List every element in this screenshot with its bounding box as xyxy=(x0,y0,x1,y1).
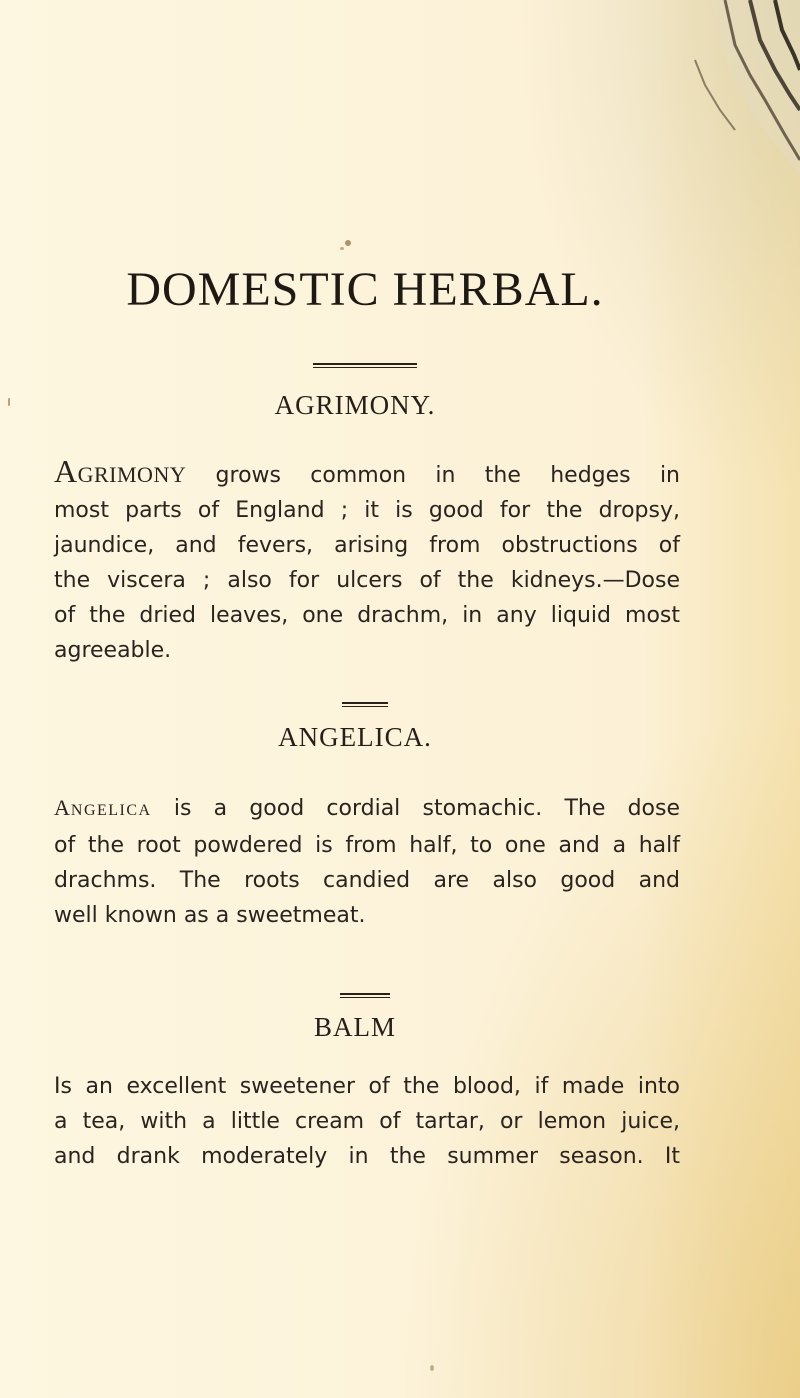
text-line: of the dried leaves, one drachm, in any liquid most xyxy=(54,603,680,628)
ink-speck xyxy=(345,240,351,246)
page-title: DOMESTIC HERBAL. xyxy=(126,263,604,316)
section-divider xyxy=(340,997,390,998)
section-divider xyxy=(342,706,388,707)
text-line: a tea, with a little cream of tartar, or lemon juice, xyxy=(54,1109,680,1134)
text-line: and drank moderately in the summer season. It xyxy=(54,1144,680,1169)
lead-word: GRIMONY xyxy=(77,462,187,487)
line-text: grows common in the hedges in xyxy=(186,463,680,488)
initial-letter: A xyxy=(54,453,78,489)
section-heading-agrimony: AGRIMONY. xyxy=(274,390,436,420)
torn-corner-mark xyxy=(690,0,800,190)
text-line: drachms. The roots candied are also good and xyxy=(54,868,680,893)
section-body-angelica xyxy=(54,790,680,933)
text-line: the viscera ; also for ulcers of the kidneys.—Dose xyxy=(54,568,680,593)
section-body-balm xyxy=(54,1069,680,1174)
section-body-agrimony xyxy=(54,454,680,668)
text-line: of the root powdered is from half, to one and a half xyxy=(54,833,680,858)
text-line: Is an excellent sweetener of the blood, if made into xyxy=(54,1074,680,1099)
text-line xyxy=(54,454,680,493)
section-heading-balm: BALM xyxy=(313,1012,396,1042)
section-divider xyxy=(340,993,390,995)
text-line: well known as a sweetmeat. xyxy=(54,903,366,928)
section-heading-angelica: ANGELICA. xyxy=(278,722,432,752)
title-rule xyxy=(313,367,417,368)
section-divider xyxy=(342,702,388,704)
text-line xyxy=(54,790,680,828)
initial-letter: A xyxy=(54,795,71,820)
text-line: agreeable. xyxy=(54,638,172,663)
title-rule xyxy=(313,363,417,365)
text-line: jaundice, and fevers, arising from obstructions of xyxy=(54,533,680,558)
ink-speck xyxy=(430,1365,434,1371)
lead-word: NGELICA xyxy=(70,802,152,819)
line-text: is a good cordial stomachic. The dose xyxy=(151,796,680,821)
ink-speck xyxy=(340,247,344,250)
text-line: most parts of England ; it is good for the dropsy, xyxy=(54,498,680,523)
